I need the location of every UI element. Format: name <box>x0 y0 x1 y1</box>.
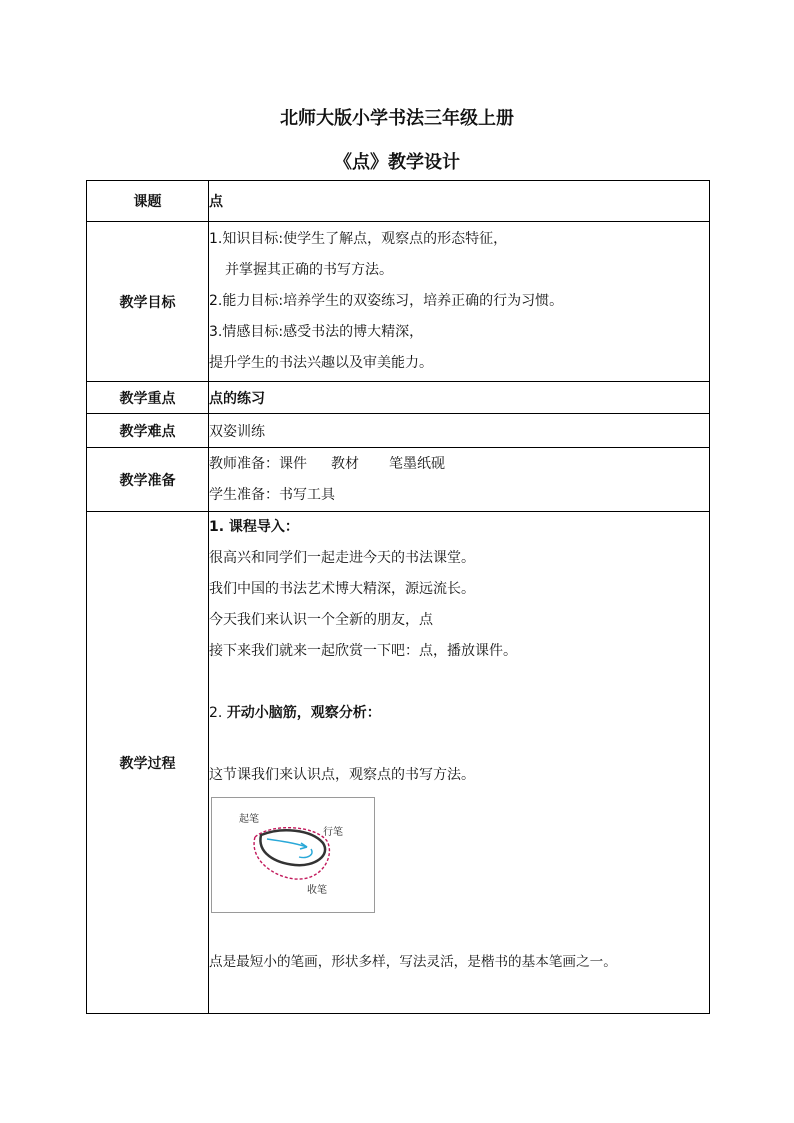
goal-line: 并掌握其正确的书写方法。 <box>225 262 393 278</box>
teacher-prep: 教师准备：课件 教材 笔墨纸砚 <box>209 455 445 472</box>
value-difficulty: 双姿训练 <box>209 414 710 448</box>
value-key: 点的练习 <box>209 382 710 414</box>
goal-line: 2.能力目标:培养学生的双姿练习，培养正确的行为习惯。 <box>209 293 564 309</box>
label-end-stroke: 收笔 <box>307 885 327 896</box>
label-goals: 教学目标 <box>87 222 209 382</box>
lesson-plan-table <box>86 180 710 1014</box>
section-intro-heading: 1. 课程导入： <box>209 519 299 535</box>
label-topic: 课题 <box>87 181 209 222</box>
row-process <box>87 512 710 1014</box>
label-key: 教学重点 <box>87 382 209 414</box>
process-line: 很高兴和同学们一起走进今天的书法课堂。 <box>209 550 475 566</box>
document-title: 北师大版小学书法三年级上册 <box>280 108 514 129</box>
value-process <box>209 512 710 1014</box>
row-topic <box>87 181 710 222</box>
row-difficulty <box>87 414 710 448</box>
label-start-stroke: 起笔 <box>239 814 259 825</box>
diagram-frame <box>212 798 375 913</box>
goal-line: 3.情感目标:感受书法的博大精深， <box>209 324 424 340</box>
label-process: 教学过程 <box>87 512 209 1014</box>
process-summary: 点是最短小的笔画，形状多样，写法灵活，是楷书的基本笔画之一。 <box>209 954 617 970</box>
goal-line: 1.知识目标:使学生了解点，观察点的形态特征， <box>209 231 508 247</box>
process-line: 接下来我们就来一起欣赏一下吧：点，播放课件。 <box>209 643 517 659</box>
process-line: 今天我们来认识一个全新的朋友，点 <box>209 612 433 628</box>
section-observe-heading: 2. 开动小脑筋，观察分析： <box>209 705 381 721</box>
student-prep: 学生准备：书写工具 <box>209 486 335 503</box>
row-goals <box>87 222 710 382</box>
process-line: 我们中国的书法艺术博大精深，源远流长。 <box>209 581 475 597</box>
label-move-stroke: 行笔 <box>323 827 343 838</box>
document-subtitle: 《点》教学设计 <box>334 152 460 173</box>
process-line: 这节课我们来认识点，观察点的书写方法。 <box>209 767 475 783</box>
label-prep: 教学准备 <box>87 448 209 512</box>
row-prep <box>87 448 710 512</box>
value-topic: 点 <box>209 181 710 222</box>
goal-line: 提升学生的书法兴趣以及审美能力。 <box>209 355 433 371</box>
value-goals <box>209 222 710 382</box>
row-key <box>87 382 710 414</box>
label-difficulty: 教学难点 <box>87 414 209 448</box>
value-prep <box>209 448 710 512</box>
dot-stroke-diagram <box>211 797 375 913</box>
